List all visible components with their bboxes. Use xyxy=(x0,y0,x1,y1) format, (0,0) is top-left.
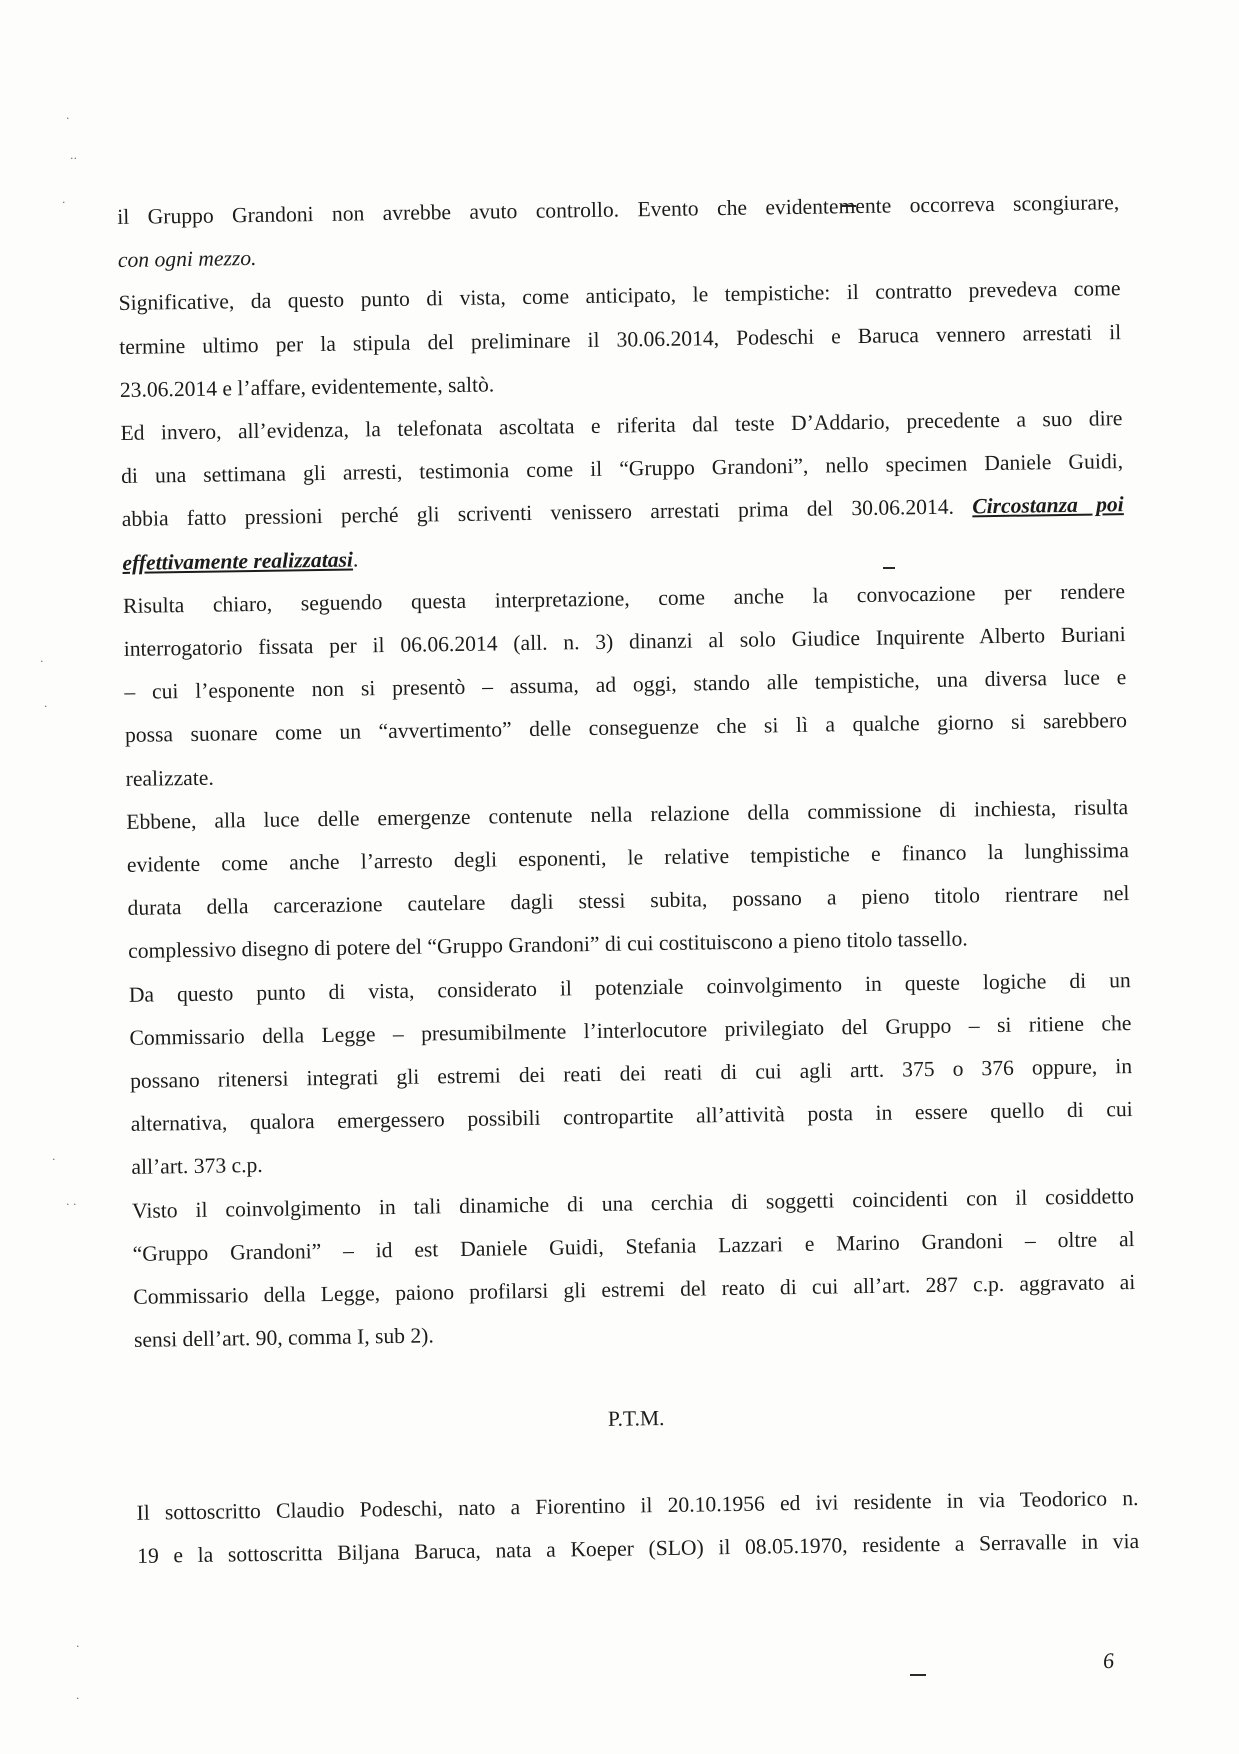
scan-artifact xyxy=(910,1674,926,1676)
paragraph-6 xyxy=(129,959,1134,1190)
paragraph-7 xyxy=(132,1175,1136,1363)
body-text xyxy=(117,181,1139,1578)
text-line: – cui l’esponente non si presentò – assuma, ad oggi, stando alle tempistiche, una diversa luce e xyxy=(124,665,1127,705)
text-line: 19 e la sottoscritta Biljana Baruca, nata a Koeper (SLO) il 08.05.1970, residente a Serravalle in via xyxy=(136,1528,1140,1568)
text-line: termine ultimo per la stipula del preliminare il 30.06.2014, Podeschi e Baruca vennero arrestati il xyxy=(119,319,1122,359)
text-line: Commissario della Legge – presumibilmente l’interlocutore privilegiato del Gruppo – si ritiene che xyxy=(129,1010,1132,1050)
paragraph-4 xyxy=(123,570,1128,801)
text-line: possa suonare come un “avvertimento” delle conseguenze che si lì a qualche giorno si sarebbero xyxy=(124,708,1128,748)
text-fragment: abbia fatto pressioni perché gli scriventi venissero arrestati prima del 30.06.2014. xyxy=(121,495,955,532)
paragraph-2 xyxy=(118,268,1122,412)
text-line: di una settimana gli arresti, testimonia come il “Gruppo Grandoni”, nello specimen Daniele Guidi, xyxy=(120,449,1124,489)
paragraph-5 xyxy=(126,786,1130,974)
emphasis-text: Circostanza poi xyxy=(972,492,1124,519)
text-line: realizzate. xyxy=(125,765,214,791)
text-line: il Gruppo Grandoni non avrebbe avuto controllo. Evento che evidentemente occorreva scongiurare, xyxy=(117,190,1120,229)
scan-artifact: · xyxy=(62,196,66,209)
paragraph-3 xyxy=(120,397,1124,585)
scan-artifact: · xyxy=(66,112,70,125)
text-line: complessivo disegno di potere del “Gruppo Grandoni” di cui costituiscono a pieno titolo tassello. xyxy=(128,926,968,964)
text-line: interrogatorio fissata per il 06.06.2014 (all. n. 3) dinanzi al solo Giudice Inquirente Alberto Buriani xyxy=(123,622,1126,661)
scan-artifact: ·· xyxy=(70,152,77,165)
emphasis-text: effettivamente realizzatasi xyxy=(122,547,354,575)
scan-artifact: · xyxy=(40,655,44,668)
text-line: con ogni mezzo. xyxy=(117,246,257,273)
scan-artifact: · xyxy=(76,1692,80,1705)
text-line: Ed invero, all’evidenza, la telefonata ascoltata e riferita dal teste D’Addario, precedente a suo dire xyxy=(120,406,1123,445)
text-line: Commissario della Legge, paiono profilarsi gli estremi del reato di cui all’art. 287 c.p. aggravato ai xyxy=(133,1270,1136,1309)
text-line: possano ritenersi integrati gli estremi dei reati dei reati di cui agli artt. 375 o 376 oppure, in xyxy=(129,1054,1133,1093)
text-line: 23.06.2014 e l’affare, evidentemente, saltò. xyxy=(119,372,495,402)
text-line: alternativa, qualora emergessero possibili contropartite all’attività posta in essere quello di cui xyxy=(130,1097,1133,1137)
text-line: Ebbene, alla luce delle emergenze contenute nella relazione della commissione di inchiesta, risulta xyxy=(126,794,1129,834)
text-line: Significative, da questo punto di vista, come anticipato, le tempistiche: il contratto prevedeva come xyxy=(118,276,1121,316)
text-line: Il sottoscritto Claudio Podeschi, nato a Fiorentino il 20.10.1956 ed ivi residente in via Teodorico n. xyxy=(136,1485,1139,1525)
page-number: 6 xyxy=(1102,1647,1115,1674)
closing-paragraph xyxy=(136,1477,1139,1578)
section-heading: P.T.M. xyxy=(607,1406,665,1432)
text-line: evidente come anche l’arresto degli esponenti, le relative tempistiche e financo la lunghissima xyxy=(126,838,1129,877)
text-line: durata della carcerazione cautelare dagli stessi subita, possano a pieno titolo rientrare nel xyxy=(127,881,1130,921)
text-line: “Gruppo Grandoni” – id est Daniele Guidi, Stefania Lazzari e Marino Grandoni – oltre al xyxy=(132,1226,1135,1266)
text-line: all’art. 373 c.p. xyxy=(131,1153,263,1180)
scan-artifact: · · xyxy=(66,1198,77,1211)
text-line: sensi dell’art. 90, comma I, sub 2). xyxy=(133,1323,434,1353)
scan-artifact: · xyxy=(76,1640,80,1653)
paragraph-1 xyxy=(117,181,1120,282)
text-line: Risulta chiaro, seguendo questa interpretazione, come anche la convocazione per rendere xyxy=(122,578,1126,618)
text-line: Visto il coinvolgimento in tali dinamiche di una cerchia di soggetti coincidenti con il cosiddetto xyxy=(131,1183,1135,1223)
text-fragment: . xyxy=(352,547,359,572)
scan-artifact: · xyxy=(44,700,48,713)
scan-artifact: · xyxy=(52,1153,56,1166)
text-line: Da questo punto di vista, considerato il potenziale coinvolgimento in queste logiche di un xyxy=(128,967,1131,1007)
